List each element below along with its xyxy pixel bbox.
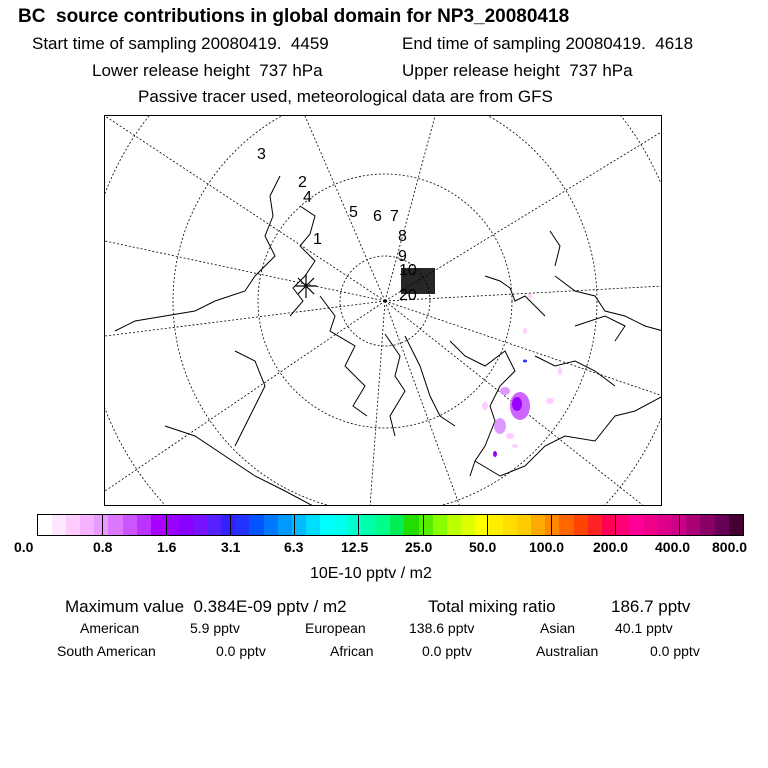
- colorbar-tick: 3.1: [221, 539, 241, 555]
- colorbar-swatch: [334, 515, 348, 535]
- graticule: [105, 116, 662, 506]
- colorbar-tick: 12.5: [341, 539, 369, 555]
- colorbar-swatch: [235, 515, 249, 535]
- region-value: 138.6 pptv: [409, 620, 475, 636]
- colorbar-swatch: [658, 515, 672, 535]
- colorbar-divider: [615, 515, 616, 535]
- traj-label: 5: [349, 204, 358, 221]
- colorbar-divider: [551, 515, 552, 535]
- lower-release-height: Lower release height 737 hPa: [92, 61, 323, 80]
- region-value: 0.0 pptv: [422, 643, 472, 659]
- colorbar-swatch: [447, 515, 461, 535]
- colorbar-swatch: [362, 515, 376, 535]
- region-value: 0.0 pptv: [216, 643, 266, 659]
- colorbar-swatch: [517, 515, 531, 535]
- total-label: Total mixing ratio: [428, 597, 556, 616]
- colorbar-swatch: [489, 515, 503, 535]
- colorbar-divider: [294, 515, 295, 535]
- region-name: South American: [57, 643, 156, 659]
- traj-label: 4: [303, 189, 312, 206]
- colorbar-divider: [102, 515, 103, 535]
- colorbar-swatch: [700, 515, 714, 535]
- max-value: Maximum value 0.384E-09 pptv / m2: [65, 597, 347, 616]
- end-time: End time of sampling 20080419. 4618: [402, 34, 694, 53]
- colorbar: [37, 514, 744, 536]
- colorbar-swatch: [574, 515, 588, 535]
- colorbar-swatch: [461, 515, 475, 535]
- colorbar-swatch: [644, 515, 658, 535]
- colorbar-divider: [166, 515, 167, 535]
- region-name: American: [80, 620, 140, 636]
- colorbar-swatch: [376, 515, 390, 535]
- colorbar-swatch: [715, 515, 729, 535]
- colorbar-tick: 25.0: [405, 539, 433, 555]
- colorbar-swatch: [602, 515, 616, 535]
- traj-label: 9: [398, 248, 407, 265]
- traj-label: 1: [313, 231, 322, 248]
- colorbar-tick: 200.0: [593, 539, 629, 555]
- colorbar-tick: 50.0: [469, 539, 497, 555]
- colorbar-swatch: [278, 515, 292, 535]
- traj-label: 2: [298, 174, 307, 191]
- upper-release-height: Upper release height 737 hPa: [402, 61, 633, 80]
- traj-label: 6: [373, 208, 382, 225]
- colorbar-swatch: [630, 515, 644, 535]
- colorbar-swatch: [588, 515, 602, 535]
- traj-label: 10: [399, 262, 417, 279]
- colorbar-swatch: [80, 515, 94, 535]
- colorbar-swatch: [151, 515, 165, 535]
- colorbar-tick: 0.8: [93, 539, 113, 555]
- colorbar-tick: 800.0: [712, 539, 748, 555]
- coastlines: [115, 176, 662, 506]
- colorbar-swatch: [137, 515, 151, 535]
- region-name: Asian: [540, 620, 576, 636]
- colorbar-tick: 100.0: [529, 539, 565, 555]
- colorbar-swatch: [531, 515, 545, 535]
- colorbar-divider: [423, 515, 424, 535]
- colorbar-swatch: [503, 515, 517, 535]
- region-value: 40.1 pptv: [615, 620, 673, 636]
- colorbar-divider: [358, 515, 359, 535]
- traj-label: 3: [257, 146, 266, 163]
- colorbar-units: 10E-10 pptv / m2: [310, 565, 432, 582]
- colorbar-swatch: [559, 515, 573, 535]
- colorbar-swatch: [108, 515, 122, 535]
- colorbar-divider: [679, 515, 680, 535]
- traj-label: 8: [398, 228, 407, 245]
- colorbar-swatch: [433, 515, 447, 535]
- traj-label: 7: [390, 208, 399, 225]
- colorbar-swatch: [179, 515, 193, 535]
- colorbar-tick: 6.3: [284, 539, 304, 555]
- colorbar-swatch: [249, 515, 263, 535]
- colorbar-swatch: [404, 515, 418, 535]
- region-value: 0.0 pptv: [650, 643, 700, 659]
- colorbar-swatch: [123, 515, 137, 535]
- concentration-field: [482, 294, 562, 457]
- colorbar-swatch: [207, 515, 221, 535]
- region-value: 5.9 pptv: [190, 620, 240, 636]
- colorbar-swatch: [52, 515, 66, 535]
- colorbar-swatch: [545, 515, 559, 535]
- colorbar-swatch: [729, 515, 743, 535]
- start-time: Start time of sampling 20080419. 4459: [32, 34, 329, 53]
- colorbar-swatch: [66, 515, 80, 535]
- plot-title: BC source contributions in global domain for NP3_20080418: [18, 6, 570, 27]
- colorbar-tick: 400.0: [655, 539, 691, 555]
- colorbar-tick: 1.6: [157, 539, 177, 555]
- region-name: Australian: [536, 643, 599, 659]
- colorbar-divider: [230, 515, 231, 535]
- colorbar-swatch: [193, 515, 207, 535]
- colorbar-divider: [487, 515, 488, 535]
- colorbar-swatch: [221, 515, 235, 535]
- colorbar-swatch: [390, 515, 404, 535]
- colorbar-swatch: [306, 515, 320, 535]
- colorbar-swatch: [348, 515, 362, 535]
- colorbar-tick: 0.0: [14, 539, 34, 555]
- region-name: European: [305, 620, 366, 636]
- polar-map: [104, 115, 662, 506]
- colorbar-swatch: [419, 515, 433, 535]
- colorbar-swatch: [264, 515, 278, 535]
- colorbar-swatch: [320, 515, 334, 535]
- traj-label: 20: [399, 287, 417, 304]
- colorbar-swatch: [38, 515, 52, 535]
- tracer-note: Passive tracer used, meteorological data are from GFS: [138, 87, 553, 106]
- colorbar-swatch: [616, 515, 630, 535]
- colorbar-swatch: [686, 515, 700, 535]
- total-value: 186.7 pptv: [611, 597, 691, 616]
- map-canvas: [105, 116, 662, 506]
- region-name: African: [330, 643, 374, 659]
